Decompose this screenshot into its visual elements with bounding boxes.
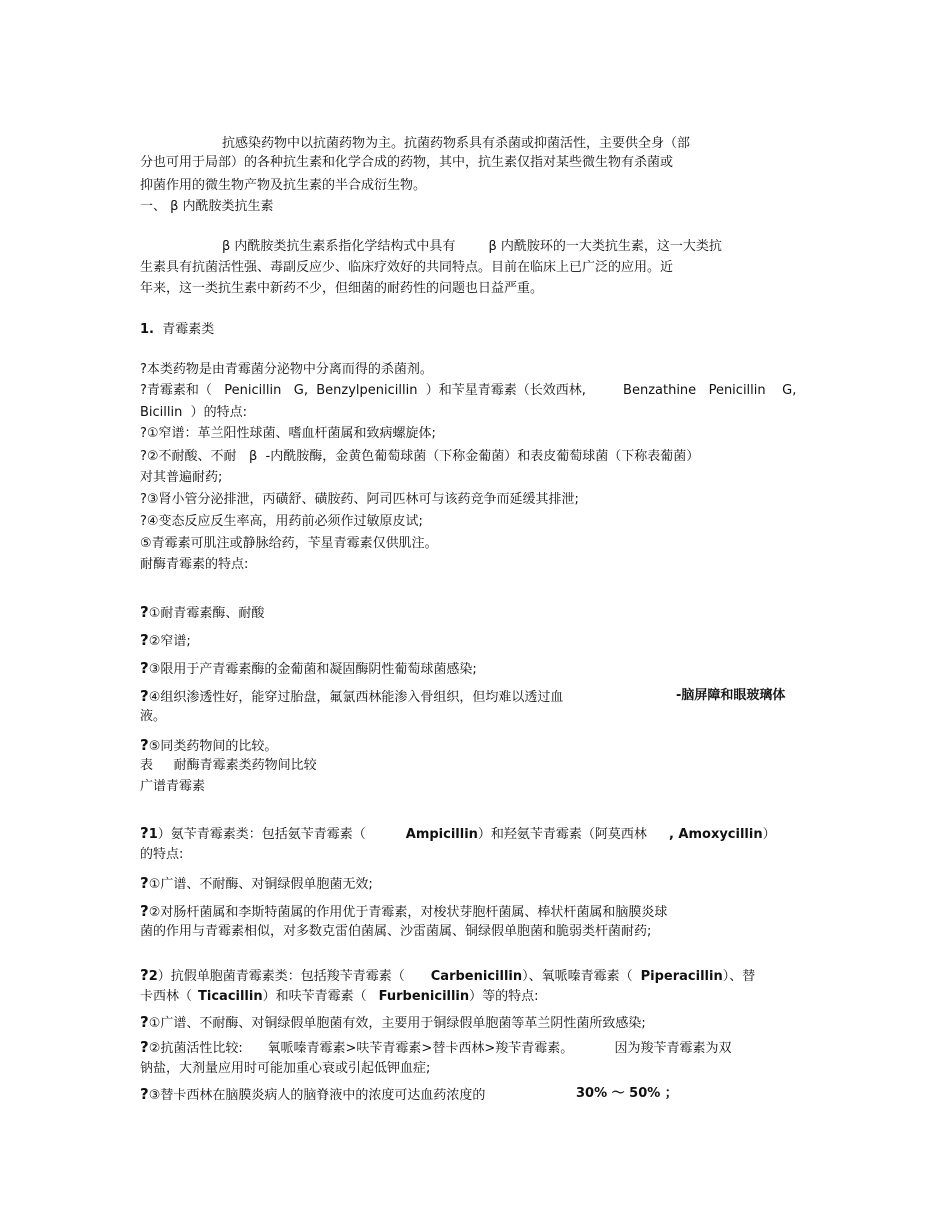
beta-line-3: 年来，这一类抗生素中新药不少，但细菌的耐药性的问题也日益严重。 (140, 281, 544, 296)
section-title: 青霉素类 (153, 322, 215, 337)
bullet-mark: ? (140, 736, 149, 754)
pen-sentence-2-cont: Bicillin ）的特点: (140, 405, 248, 420)
resistant-point-2: ?②窄谱; (140, 631, 191, 649)
intro-line-1: 抗感染药物中以抗菌药物为主。抗菌药物系具有杀菌或抑菌活性，主要供全身（部 (222, 136, 691, 151)
pen-sentence-2: ?青霉素和（ Penicillin G, Benzylpenicillin ）和苄星青霉素（长效西林, Benzathine Penicillin G, (140, 383, 797, 398)
table-caption: 表 耐酶青霉素类药物间比较 (140, 758, 317, 773)
resistant-point-5: ?⑤同类药物间的比较。 (140, 736, 278, 754)
antipseudomonal-point-2: ?②抗菌活性比较: 氧哌嗪青霉素>呋苄青霉素>替卡西林>羧苄青霉素。 因为羧苄青霉素为双 (140, 1038, 732, 1056)
intro-line-2: 分也可用于局部）的各种抗生素和化学合成的药物，其中，抗生素仅指对某些微生物有杀菌或 (140, 155, 674, 170)
ampicillin-point-1: ?①广谱、不耐酶、对铜绿假单胞菌无效; (140, 874, 373, 892)
ampicillin-point-2-cont: 菌的作用与青霉素相似，对多数克雷伯菌属、沙雷菌属、铜绿假单胞菌和脆弱类杆菌耐药; (140, 924, 652, 939)
pen-point-1: ?①窄谱：革兰阳性球菌、嗜血杆菌属和致病螺旋体; (140, 426, 436, 441)
resistant-point-1: ?①耐青霉素酶、耐酸 (140, 603, 265, 621)
resistant-point-3: ?③限用于产青霉素酶的金葡菌和凝固酶阴性葡萄球菌感染; (140, 659, 477, 677)
antipseudomonal-point-1: ?①广谱、不耐酶、对铜绿假单胞菌有效，主要用于铜绿假单胞菌等革兰阴性菌所致感染; (140, 1013, 646, 1031)
beta-line-1: β 内酰胺类抗生素系指化学结构式中具有 β 内酰胺环的一大类抗生素，这一大类抗 (222, 239, 722, 254)
antipseudomonal-point-2-cont: 钠盐，大剂量应用时可能加重心衰或引起低钾血症; (140, 1061, 431, 1076)
antipseudomonal-point-3: ?③替卡西林在脑膜炎病人的脑脊液中的浓度可达血药浓度的 (140, 1085, 486, 1103)
pen-point-2-cont: 对其普遍耐药; (140, 470, 223, 485)
pen-point-4: ?④变态反应反生率高，用药前必须作过敏原皮试; (140, 514, 423, 529)
bullet-mark: ? (140, 1013, 149, 1031)
intro-line-3: 抑菌作用的微生物产物及抗生素的半合成衍生物。 (140, 178, 427, 193)
ampicillin-group-line: ?1）氨苄青霉素类：包括氨苄青霉素（ Ampicillin）和羟氨苄青霉素（阿莫西林 , Amoxycillin） (140, 824, 776, 842)
bullet-mark: ? (140, 362, 147, 377)
pen-point-5: ⑤青霉素可肌注或静脉给药，苄星青霉素仅供肌注。 (140, 536, 438, 551)
bullet-mark: ? (140, 603, 149, 621)
section-number: 1. (140, 322, 154, 337)
bullet-mark: ? (140, 687, 149, 705)
resistant-point-4: ?④组织渗透性好，能穿过胎盘，氟氯西林能渗入骨组织，但均难以透过血 (140, 687, 564, 705)
bullet-mark: ? (140, 874, 149, 892)
resistant-point-4-tail: -脑屏障和眼玻璃体 (676, 688, 786, 703)
antipseudomonal-group-cont: 卡西林（ Ticacillin）和呋苄青霉素（ Furbenicillin）等的特点: (140, 989, 539, 1004)
bullet-mark: ? (140, 902, 149, 920)
ampicillin-point-2: ?②对肠杆菌属和李斯特菌属的作用优于青霉素，对梭状芽胞杆菌属、棒状杆菌属和脑膜炎球 (140, 902, 668, 920)
heading-beta-lactam: 一、 β 内酰胺类抗生素 (140, 199, 274, 214)
bullet-mark: ? (140, 966, 149, 984)
bullet-mark: ? (140, 659, 149, 677)
bullet-mark: ? (140, 449, 147, 464)
bullet-mark: ? (140, 426, 147, 441)
ampicillin-group-cont: 的特点: (140, 847, 184, 862)
broad-spectrum-title: 广谱青霉素 (140, 779, 206, 794)
antipseudomonal-group-line: ?2）抗假单胞菌青霉素类：包括羧苄青霉素（ Carbenicillin）、氧哌嗪青霉素（ Piperacillin）、替 (140, 966, 756, 984)
bullet-mark: ? (140, 514, 147, 529)
resistant-point-4-cont: 液。 (140, 709, 167, 724)
pen-point-2: ?②不耐酸、不耐 β -内酰胺酶，金黄色葡萄球菌（下称金葡菌）和表皮葡萄球菌（下称表葡菌） (140, 449, 700, 464)
pen-sentence-1: ?本类药物是由青霉菌分泌物中分离而得的杀菌剂。 (140, 362, 433, 377)
beta-line-2: 生素具有抗菌活性强、毒副反应少、临床疗效好的共同特点。目前在临床上已广泛的应用。近 (140, 260, 674, 275)
bullet-mark: ? (140, 383, 147, 398)
bullet-mark: ? (140, 631, 149, 649)
resistant-title: 耐酶青霉素的特点: (140, 557, 249, 572)
section-penicillins (140, 322, 214, 338)
pen-point-3: ?③肾小管分泌排泄，丙磺舒、磺胺药、阿司匹林可与该药竞争而延缓其排泄; (140, 492, 579, 507)
bullet-mark: ? (140, 824, 149, 842)
bullet-mark: ? (140, 1085, 149, 1103)
antipseudomonal-point-3-tail: 30% ～ 50% ； (576, 1086, 678, 1101)
bullet-mark: ? (140, 492, 147, 507)
bullet-mark: ? (140, 1038, 149, 1056)
